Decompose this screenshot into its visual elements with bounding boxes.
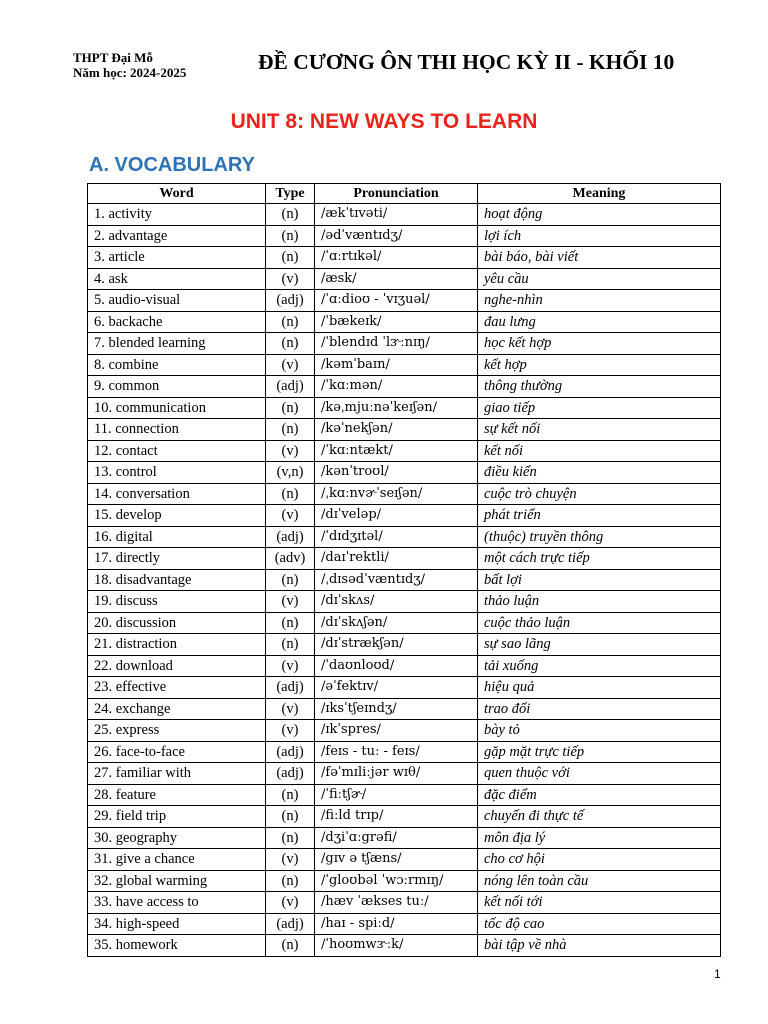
type-cell: (n): [266, 311, 315, 333]
word-cell: 25. express: [88, 720, 266, 742]
word-cell: 14. conversation: [88, 483, 266, 505]
meaning-cell: sự sao lãng: [478, 634, 721, 656]
meaning-cell: cuộc thảo luận: [478, 612, 721, 634]
pronunciation-cell: /ˈdɪdʒɪtəl/: [315, 526, 478, 548]
meaning-cell: kết hợp: [478, 354, 721, 376]
word-cell: 7. blended learning: [88, 333, 266, 355]
pronunciation-cell: /kənˈtroʊl/: [315, 462, 478, 484]
table-row: [88, 462, 721, 484]
type-cell: (v): [266, 591, 315, 613]
type-cell: (v): [266, 354, 315, 376]
word-cell: 16. digital: [88, 526, 266, 548]
type-cell: (v): [266, 892, 315, 914]
table-row: [88, 440, 721, 462]
type-cell: (n): [266, 935, 315, 957]
pronunciation-cell: /daɪˈrektli/: [315, 548, 478, 570]
header-word: Word: [88, 184, 266, 204]
table-row: [88, 655, 721, 677]
meaning-cell: điều kiển: [478, 462, 721, 484]
type-cell: (n): [266, 827, 315, 849]
pronunciation-cell: /feɪs - tuː - feɪs/: [315, 741, 478, 763]
type-cell: (n): [266, 483, 315, 505]
table-row: [88, 935, 721, 957]
table-row: [88, 698, 721, 720]
meaning-cell: nóng lên toàn cầu: [478, 870, 721, 892]
meaning-cell: thảo luận: [478, 591, 721, 613]
meaning-cell: đặc điểm: [478, 784, 721, 806]
type-cell: (n): [266, 870, 315, 892]
type-cell: (v): [266, 268, 315, 290]
type-cell: (v): [266, 440, 315, 462]
school-year: Năm học: 2024-2025: [73, 65, 187, 80]
table-row: [88, 268, 721, 290]
vocabulary-rows: [88, 204, 721, 957]
word-cell: 24. exchange: [88, 698, 266, 720]
word-cell: 11. connection: [88, 419, 266, 441]
word-cell: 6. backache: [88, 311, 266, 333]
meaning-cell: bài tập về nhà: [478, 935, 721, 957]
word-cell: 3. article: [88, 247, 266, 269]
table-row: [88, 827, 721, 849]
pronunciation-cell: /kəˈnekʃən/: [315, 419, 478, 441]
table-row: [88, 741, 721, 763]
meaning-cell: cuộc trò chuyện: [478, 483, 721, 505]
table-row: [88, 505, 721, 527]
school-name: THPT Đại Mỗ: [73, 50, 153, 65]
pronunciation-cell: /ˈɑːdioʊ - ˈvɪʒuəl/: [315, 290, 478, 312]
type-cell: (adj): [266, 741, 315, 763]
table-row: [88, 806, 721, 828]
pronunciation-cell: /haɪ - spiːd/: [315, 913, 478, 935]
school-info: [73, 50, 186, 80]
type-cell: (n): [266, 419, 315, 441]
pronunciation-cell: /dɪˈskʌʃən/: [315, 612, 478, 634]
table-row: [88, 333, 721, 355]
meaning-cell: kết nối tới: [478, 892, 721, 914]
pronunciation-cell: /əˈfektɪv/: [315, 677, 478, 699]
pronunciation-cell: /ˈhoʊmwɝːk/: [315, 935, 478, 957]
table-row: [88, 247, 721, 269]
unit-title: UNIT 8: NEW WAYS TO LEARN: [230, 110, 538, 133]
table-row: [88, 634, 721, 656]
word-cell: 20. discussion: [88, 612, 266, 634]
type-cell: (v): [266, 698, 315, 720]
pronunciation-cell: /dɪˈstrækʃən/: [315, 634, 478, 656]
type-cell: (n): [266, 634, 315, 656]
pronunciation-cell: /kəˌmjuːnəˈkeɪʃən/: [315, 397, 478, 419]
word-cell: 30. geography: [88, 827, 266, 849]
meaning-cell: học kết hợp: [478, 333, 721, 355]
type-cell: (v): [266, 655, 315, 677]
meaning-cell: trao đổi: [478, 698, 721, 720]
word-cell: 15. develop: [88, 505, 266, 527]
pronunciation-cell: /fiːld trɪp/: [315, 806, 478, 828]
type-cell: (v): [266, 720, 315, 742]
type-cell: (adj): [266, 913, 315, 935]
word-cell: 35. homework: [88, 935, 266, 957]
meaning-cell: bất lợi: [478, 569, 721, 591]
type-cell: (n): [266, 612, 315, 634]
meaning-cell: bài báo, bài viết: [478, 247, 721, 269]
type-cell: (n): [266, 784, 315, 806]
table-row: [88, 225, 721, 247]
table-row: [88, 311, 721, 333]
table-row: [88, 204, 721, 226]
header-type: Type: [266, 184, 315, 204]
header-meaning: Meaning: [478, 184, 721, 204]
table-header-row: [88, 184, 721, 204]
meaning-cell: giao tiếp: [478, 397, 721, 419]
meaning-cell: cho cơ hội: [478, 849, 721, 871]
pronunciation-cell: /ˌdɪsədˈvæntɪdʒ/: [315, 569, 478, 591]
pronunciation-cell: /dɪˈveləp/: [315, 505, 478, 527]
pronunciation-cell: /ˈblendɪd ˈlɝːnɪŋ/: [315, 333, 478, 355]
word-cell: 1. activity: [88, 204, 266, 226]
table-row: [88, 677, 721, 699]
type-cell: (adj): [266, 290, 315, 312]
pronunciation-cell: /ˈbækeɪk/: [315, 311, 478, 333]
table-row: [88, 591, 721, 613]
word-cell: 32. global warming: [88, 870, 266, 892]
table-row: [88, 548, 721, 570]
table-row: [88, 354, 721, 376]
meaning-cell: gặp mặt trực tiếp: [478, 741, 721, 763]
word-cell: 27. familiar with: [88, 763, 266, 785]
vocabulary-table: [87, 183, 721, 957]
pronunciation-cell: /ˈkɑːntækt/: [315, 440, 478, 462]
meaning-cell: yêu cầu: [478, 268, 721, 290]
type-cell: (n): [266, 247, 315, 269]
type-cell: (n): [266, 397, 315, 419]
word-cell: 17. directly: [88, 548, 266, 570]
word-cell: 8. combine: [88, 354, 266, 376]
pronunciation-cell: /ɪkˈspres/: [315, 720, 478, 742]
meaning-cell: tải xuống: [478, 655, 721, 677]
type-cell: (v): [266, 849, 315, 871]
meaning-cell: bày tỏ: [478, 720, 721, 742]
table-row: [88, 913, 721, 935]
pronunciation-cell: /dʒiˈɑːgrəfi/: [315, 827, 478, 849]
word-cell: 26. face-to-face: [88, 741, 266, 763]
pronunciation-cell: /kəmˈbaɪn/: [315, 354, 478, 376]
table-row: [88, 612, 721, 634]
pronunciation-cell: /hæv ˈækses tuː/: [315, 892, 478, 914]
pronunciation-cell: /ækˈtɪvəti/: [315, 204, 478, 226]
word-cell: 10. communication: [88, 397, 266, 419]
document-title: ĐỀ CƯƠNG ÔN THI HỌC KỲ II - KHỐI 10: [258, 50, 675, 74]
type-cell: (n): [266, 569, 315, 591]
table-row: [88, 376, 721, 398]
meaning-cell: phát triển: [478, 505, 721, 527]
type-cell: (adv): [266, 548, 315, 570]
meaning-cell: môn địa lý: [478, 827, 721, 849]
table-row: [88, 763, 721, 785]
type-cell: (n): [266, 333, 315, 355]
table-row: [88, 419, 721, 441]
table-row: [88, 483, 721, 505]
section-title: A. VOCABULARY: [89, 154, 255, 176]
word-cell: 31. give a chance: [88, 849, 266, 871]
table-row: [88, 849, 721, 871]
type-cell: (n): [266, 225, 315, 247]
meaning-cell: một cách trực tiếp: [478, 548, 721, 570]
meaning-cell: kết nối: [478, 440, 721, 462]
pronunciation-cell: /fəˈmɪliːjər wɪθ/: [315, 763, 478, 785]
type-cell: (adj): [266, 376, 315, 398]
meaning-cell: sự kết nối: [478, 419, 721, 441]
table-row: [88, 569, 721, 591]
word-cell: 12. contact: [88, 440, 266, 462]
word-cell: 2. advantage: [88, 225, 266, 247]
type-cell: (v,n): [266, 462, 315, 484]
word-cell: 13. control: [88, 462, 266, 484]
type-cell: (adj): [266, 526, 315, 548]
page-number: 1: [714, 967, 721, 981]
meaning-cell: tốc độ cao: [478, 913, 721, 935]
word-cell: 18. disadvantage: [88, 569, 266, 591]
pronunciation-cell: /ˈkɑːmən/: [315, 376, 478, 398]
meaning-cell: lợi ích: [478, 225, 721, 247]
meaning-cell: đau lưng: [478, 311, 721, 333]
word-cell: 28. feature: [88, 784, 266, 806]
meaning-cell: chuyến đi thực tế: [478, 806, 721, 828]
table-row: [88, 870, 721, 892]
word-cell: 9. common: [88, 376, 266, 398]
pronunciation-cell: /ɪksˈtʃeɪndʒ/: [315, 698, 478, 720]
meaning-cell: (thuộc) truyền thông: [478, 526, 721, 548]
type-cell: (n): [266, 204, 315, 226]
pronunciation-cell: /ˈdaʊnloʊd/: [315, 655, 478, 677]
word-cell: 23. effective: [88, 677, 266, 699]
meaning-cell: hoạt động: [478, 204, 721, 226]
meaning-cell: quen thuộc với: [478, 763, 721, 785]
word-cell: 22. download: [88, 655, 266, 677]
word-cell: 5. audio-visual: [88, 290, 266, 312]
word-cell: 19. discuss: [88, 591, 266, 613]
word-cell: 4. ask: [88, 268, 266, 290]
pronunciation-cell: /gɪv ə tʃæns/: [315, 849, 478, 871]
type-cell: (adj): [266, 763, 315, 785]
type-cell: (v): [266, 505, 315, 527]
pronunciation-cell: /dɪˈskʌs/: [315, 591, 478, 613]
type-cell: (adj): [266, 677, 315, 699]
pronunciation-cell: /ˈɑːrtɪkəl/: [315, 247, 478, 269]
pronunciation-cell: /ˈgloʊbəl ˈwɔːrmɪŋ/: [315, 870, 478, 892]
meaning-cell: hiệu quả: [478, 677, 721, 699]
table-row: [88, 526, 721, 548]
word-cell: 21. distraction: [88, 634, 266, 656]
word-cell: 29. field trip: [88, 806, 266, 828]
pronunciation-cell: /æsk/: [315, 268, 478, 290]
word-cell: 34. high-speed: [88, 913, 266, 935]
table-row: [88, 720, 721, 742]
meaning-cell: thông thường: [478, 376, 721, 398]
pronunciation-cell: /ˈfiːtʃɚ/: [315, 784, 478, 806]
meaning-cell: nghe-nhìn: [478, 290, 721, 312]
table-row: [88, 397, 721, 419]
header-pronunciation: Pronunciation: [315, 184, 478, 204]
type-cell: (n): [266, 806, 315, 828]
table-row: [88, 892, 721, 914]
pronunciation-cell: /ˌkɑːnvɚˈseɪʃən/: [315, 483, 478, 505]
pronunciation-cell: /ədˈvæntɪdʒ/: [315, 225, 478, 247]
word-cell: 33. have access to: [88, 892, 266, 914]
table-row: [88, 784, 721, 806]
table-row: [88, 290, 721, 312]
